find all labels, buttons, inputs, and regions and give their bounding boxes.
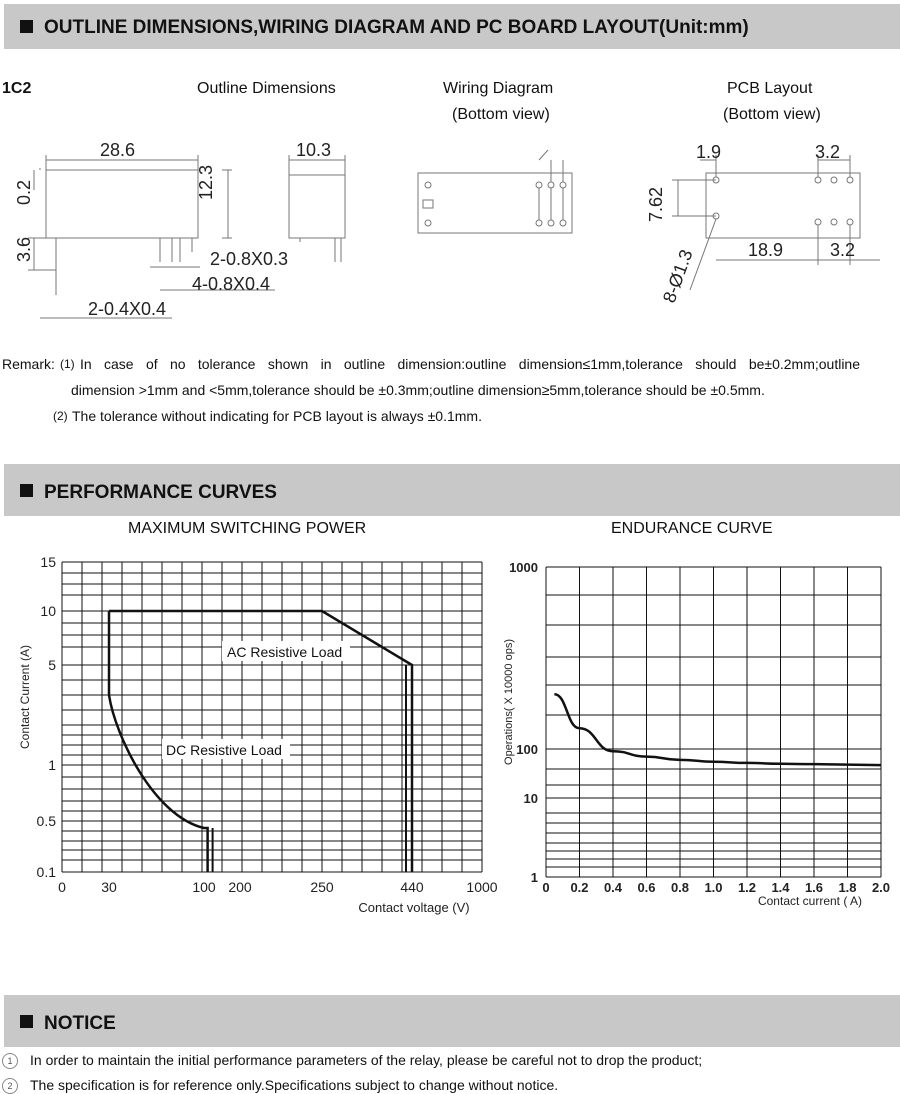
x-tick-label: 1.4 xyxy=(771,880,790,895)
remark-1-num: (1) xyxy=(60,357,75,371)
dim-pin-a: 2-0.8X0.3 xyxy=(210,249,289,269)
y-tick-label: 10 xyxy=(523,791,538,806)
y-tick-label: 1000 xyxy=(509,560,538,575)
ac-resistive-load-label: AC Resistive Load xyxy=(227,644,343,660)
section-header-notice xyxy=(4,995,900,1047)
notice-item-1 xyxy=(0,1052,702,1069)
dim-pin-c: 2-0.4X0.4 xyxy=(88,299,167,319)
chart-2-title: ENDURANCE CURVE xyxy=(611,520,773,537)
x-tick-label: 1.0 xyxy=(704,880,723,895)
x-tick-label: 30 xyxy=(101,879,117,895)
x-tick-label: 1.2 xyxy=(737,880,757,895)
dim-pin-b: 4-0.8X0.4 xyxy=(192,274,271,294)
y-tick-label: 1 xyxy=(530,870,538,885)
x-tick-label: 2.0 xyxy=(871,880,891,895)
y-axis-label: Contact Current (A) xyxy=(18,644,32,750)
x-tick-label: 100 xyxy=(192,879,216,895)
notice-item-2 xyxy=(0,1077,558,1094)
y-tick-label: 0.1 xyxy=(36,864,56,880)
pcb-dim-3: 7.62 xyxy=(646,186,666,222)
x-tick-label: 0 xyxy=(58,879,66,895)
x-tick-label: 1000 xyxy=(466,879,498,895)
remark-1-line2: dimension >1mm and <5mm,tolerance should be ±0.3mm;outline dimension≥5mm,tolerance should be ±0.5mm. xyxy=(71,382,765,398)
pcb-layout-label: PCB Layout xyxy=(727,80,813,97)
switching-power-chart xyxy=(0,545,500,925)
x-tick-label: 0.8 xyxy=(670,880,690,895)
pcb-outline xyxy=(706,173,860,238)
pcb-dim-4: 18.9 xyxy=(748,240,784,260)
dim-width: 10.3 xyxy=(296,140,332,160)
dc-resistive-load-label: DC Resistive Load xyxy=(166,742,282,758)
y-tick-label: 100 xyxy=(516,742,538,757)
section-header-performance xyxy=(4,464,900,516)
chart-1-title: MAXIMUM SWITCHING POWER xyxy=(128,520,367,537)
dim-pin-length: 3.6 xyxy=(14,236,34,262)
dim-length: 28.6 xyxy=(100,140,136,160)
x-tick-label: 0.6 xyxy=(637,880,656,895)
outline-dimensions-label: Outline Dimensions xyxy=(197,80,336,97)
y-tick-label: 15 xyxy=(40,554,56,570)
section-header-outline xyxy=(4,4,900,49)
y-axis-label: Operations( X 10000 ops) xyxy=(503,639,515,765)
pcb-dim-5: 3.2 xyxy=(830,240,856,260)
x-tick-label: 1.6 xyxy=(804,880,824,895)
relay-body-side xyxy=(46,170,198,238)
x-tick-label: 0 xyxy=(542,880,550,895)
notice-number: 1 xyxy=(2,1053,18,1069)
pcb-dim-2: 3.2 xyxy=(815,142,841,162)
y-tick-label: 0.5 xyxy=(36,813,56,829)
relay-body-end xyxy=(289,175,345,238)
endurance-line xyxy=(554,694,881,765)
x-tick-label: 440 xyxy=(400,879,424,895)
x-tick-label: 0.4 xyxy=(603,880,623,895)
outline-drawings xyxy=(0,130,900,330)
notice-text: The specification is for reference only.Specifications subject to change without notice. xyxy=(30,1077,559,1093)
remark-2-text: The tolerance without indicating for PCB layout is always ±0.1mm. xyxy=(72,408,482,424)
wiring-diagram-label: Wiring Diagram xyxy=(443,80,554,97)
y-tick-label: 10 xyxy=(40,603,56,619)
wiring-diagram-sub: (Bottom view) xyxy=(452,106,550,123)
wiring-outline xyxy=(418,173,572,233)
section-square-icon xyxy=(20,484,33,497)
dim-gap: 0.2 xyxy=(14,179,34,205)
remark-label: Remark: xyxy=(2,356,55,372)
y-tick-label: 5 xyxy=(48,657,56,673)
pcb-hole: 8-Ø1.3 xyxy=(658,246,697,306)
x-tick-label: 0.2 xyxy=(570,880,589,895)
section-title: PERFORMANCE CURVES xyxy=(44,482,277,503)
y-tick-label: 1 xyxy=(48,757,56,773)
remark-1-line1: In case of no tolerance shown in outline dimension:outline dimension≤1mm,tolerance should be±0.2mm;outline xyxy=(80,356,860,372)
section-square-icon xyxy=(20,1015,33,1028)
remark-2-num: (2) xyxy=(53,409,68,423)
notice-number: 2 xyxy=(2,1078,18,1094)
endurance-chart xyxy=(490,545,900,925)
x-axis-label: Contact voltage (V) xyxy=(358,900,470,915)
section-square-icon xyxy=(20,20,33,33)
notice-text: In order to maintain the initial performance parameters of the relay, please be careful not to drop the product; xyxy=(30,1052,703,1068)
x-axis-label: Contact current ( A) xyxy=(757,894,863,908)
dim-height: 12.3 xyxy=(196,164,216,200)
section-title: NOTICE xyxy=(44,1013,116,1034)
pcb-dim-1: 1.9 xyxy=(696,142,722,162)
x-tick-label: 1.8 xyxy=(838,880,857,895)
section-title: OUTLINE DIMENSIONS,WIRING DIAGRAM AND PC BOARD LAYOUT(Unit:mm) xyxy=(44,17,749,38)
x-tick-label: 200 xyxy=(228,879,252,895)
x-tick-label: 250 xyxy=(310,879,334,895)
model-label: 1C2 xyxy=(2,80,32,97)
pcb-layout-sub: (Bottom view) xyxy=(723,106,821,123)
